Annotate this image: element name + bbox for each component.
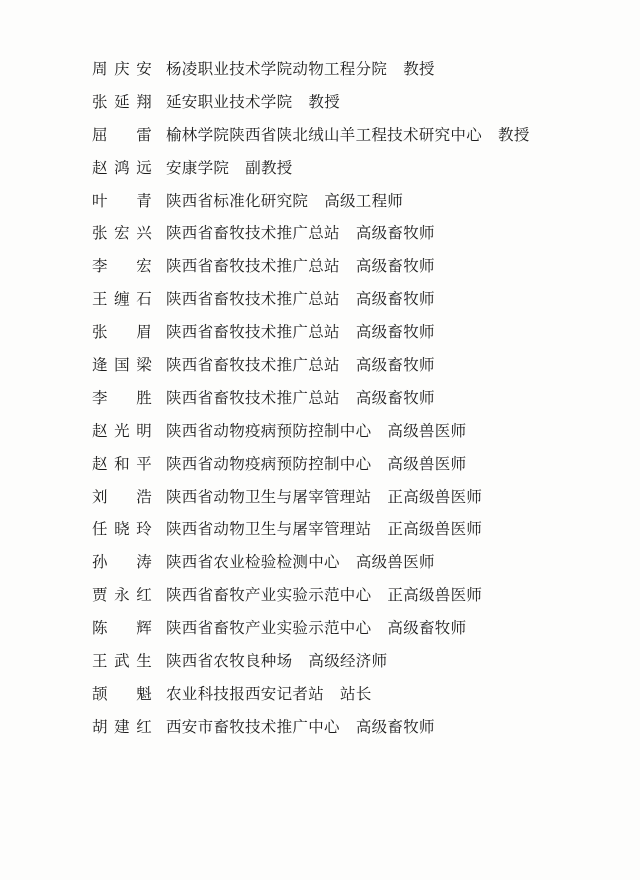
roster-entry xyxy=(92,717,582,736)
entry-title: 高级兽医师 xyxy=(387,421,467,440)
entry-name: 张延翔 xyxy=(92,92,152,111)
roster-list xyxy=(92,62,582,735)
roster-entry xyxy=(92,325,582,341)
roster-entry xyxy=(92,191,582,210)
entry-title: 高级畜牧师 xyxy=(355,290,435,309)
entry-name: 逄国梁 xyxy=(92,356,152,375)
entry-name: 孙 涛 xyxy=(92,553,152,572)
entry-title: 教授 xyxy=(498,125,530,144)
entry-name: 王武生 xyxy=(92,652,152,671)
entry-organization: 陕西省动物卫生与屠宰管理站 xyxy=(166,520,372,539)
entry-name: 贾永红 xyxy=(92,586,152,605)
entry-title: 高级畜牧师 xyxy=(355,323,435,342)
entry-organization: 陕西省畜牧技术推广总站 xyxy=(166,290,340,309)
entry-name: 陈 辉 xyxy=(92,619,152,638)
roster-entry xyxy=(92,654,582,670)
entry-title: 高级经济师 xyxy=(308,652,388,671)
entry-title: 教授 xyxy=(403,60,435,78)
entry-name: 赵和平 xyxy=(92,454,152,473)
entry-organization: 榆林学院陕西省陕北绒山羊工程技术研究中心 xyxy=(166,125,483,144)
roster-entry xyxy=(92,421,582,440)
entry-name: 屈 雷 xyxy=(92,125,152,144)
entry-name: 颉 魁 xyxy=(92,684,152,703)
entry-name: 张 眉 xyxy=(92,323,152,342)
entry-title: 副教授 xyxy=(245,158,293,177)
roster-entry xyxy=(92,487,582,506)
entry-title: 教授 xyxy=(308,92,341,111)
entry-title: 高级兽医师 xyxy=(355,553,435,572)
entry-title: 高级畜牧师 xyxy=(355,257,435,276)
entry-organization: 陕西省畜牧技术推广总站 xyxy=(166,388,340,407)
entry-organization: 陕西省畜牧技术推广总站 xyxy=(166,224,340,243)
entry-title: 高级畜牧师 xyxy=(387,619,467,638)
entry-organization: 农业科技报西安记者站 xyxy=(166,684,325,703)
entry-name: 赵光明 xyxy=(92,421,152,440)
entry-title: 正高级兽医师 xyxy=(387,487,483,506)
entry-title: 正高级兽医师 xyxy=(387,586,483,605)
entry-title: 高级工程师 xyxy=(324,191,404,210)
entry-organization: 安康学院 xyxy=(166,158,230,177)
entry-organization: 陕西省畜牧产业实验示范中心 xyxy=(166,586,372,605)
entry-name: 李 宏 xyxy=(92,257,152,276)
roster-entry xyxy=(92,358,582,374)
entry-title: 高级畜牧师 xyxy=(355,388,435,407)
roster-entry xyxy=(92,621,582,637)
entry-name: 赵鸿远 xyxy=(92,158,152,177)
entry-title: 正高级兽医师 xyxy=(387,520,483,539)
roster-entry xyxy=(92,292,582,308)
entry-title: 高级兽医师 xyxy=(387,454,467,473)
roster-entry xyxy=(92,226,582,242)
entry-organization: 陕西省标准化研究院 xyxy=(166,191,309,210)
entry-title: 高级畜牧师 xyxy=(355,717,435,736)
entry-organization: 延安职业技术学院 xyxy=(166,92,293,111)
entry-name: 周庆安 xyxy=(92,60,152,78)
entry-organization: 陕西省动物疫病预防控制中心 xyxy=(166,421,372,440)
roster-entry xyxy=(92,92,582,111)
entry-name: 胡建红 xyxy=(92,717,152,736)
entry-organization: 陕西省畜牧产业实验示范中心 xyxy=(166,619,372,638)
entry-organization: 陕西省畜牧技术推广总站 xyxy=(166,323,340,342)
entry-name: 王缠石 xyxy=(92,290,152,309)
roster-entry xyxy=(92,522,582,538)
roster-entry xyxy=(92,684,582,703)
entry-title: 高级畜牧师 xyxy=(355,356,435,375)
roster-entry xyxy=(92,158,582,177)
entry-organization: 西安市畜牧技术推广中心 xyxy=(166,717,340,736)
roster-entry xyxy=(92,388,582,407)
entry-organization: 陕西省农业检验检测中心 xyxy=(166,553,340,572)
entry-organization: 陕西省畜牧技术推广总站 xyxy=(166,356,340,375)
entry-organization: 陕西省动物卫生与屠宰管理站 xyxy=(166,487,372,506)
roster-entry xyxy=(92,588,582,604)
entry-organization: 陕西省农牧良种场 xyxy=(166,652,293,671)
entry-organization: 杨凌职业技术学院动物工程分院 xyxy=(166,60,388,78)
entry-name: 李 胜 xyxy=(92,388,152,407)
entry-name: 张宏兴 xyxy=(92,224,152,243)
roster-entry xyxy=(92,259,582,275)
entry-organization: 陕西省动物疫病预防控制中心 xyxy=(166,454,372,473)
entry-name: 刘 浩 xyxy=(92,487,152,506)
entry-title: 高级畜牧师 xyxy=(355,224,435,243)
entry-title: 站长 xyxy=(340,684,372,703)
roster-entry xyxy=(92,62,582,78)
roster-entry xyxy=(92,125,582,144)
roster-entry xyxy=(92,555,582,571)
entry-organization: 陕西省畜牧技术推广总站 xyxy=(166,257,340,276)
entry-name: 任晓玲 xyxy=(92,520,152,539)
roster-entry xyxy=(92,454,582,473)
entry-name: 叶 青 xyxy=(92,191,152,210)
